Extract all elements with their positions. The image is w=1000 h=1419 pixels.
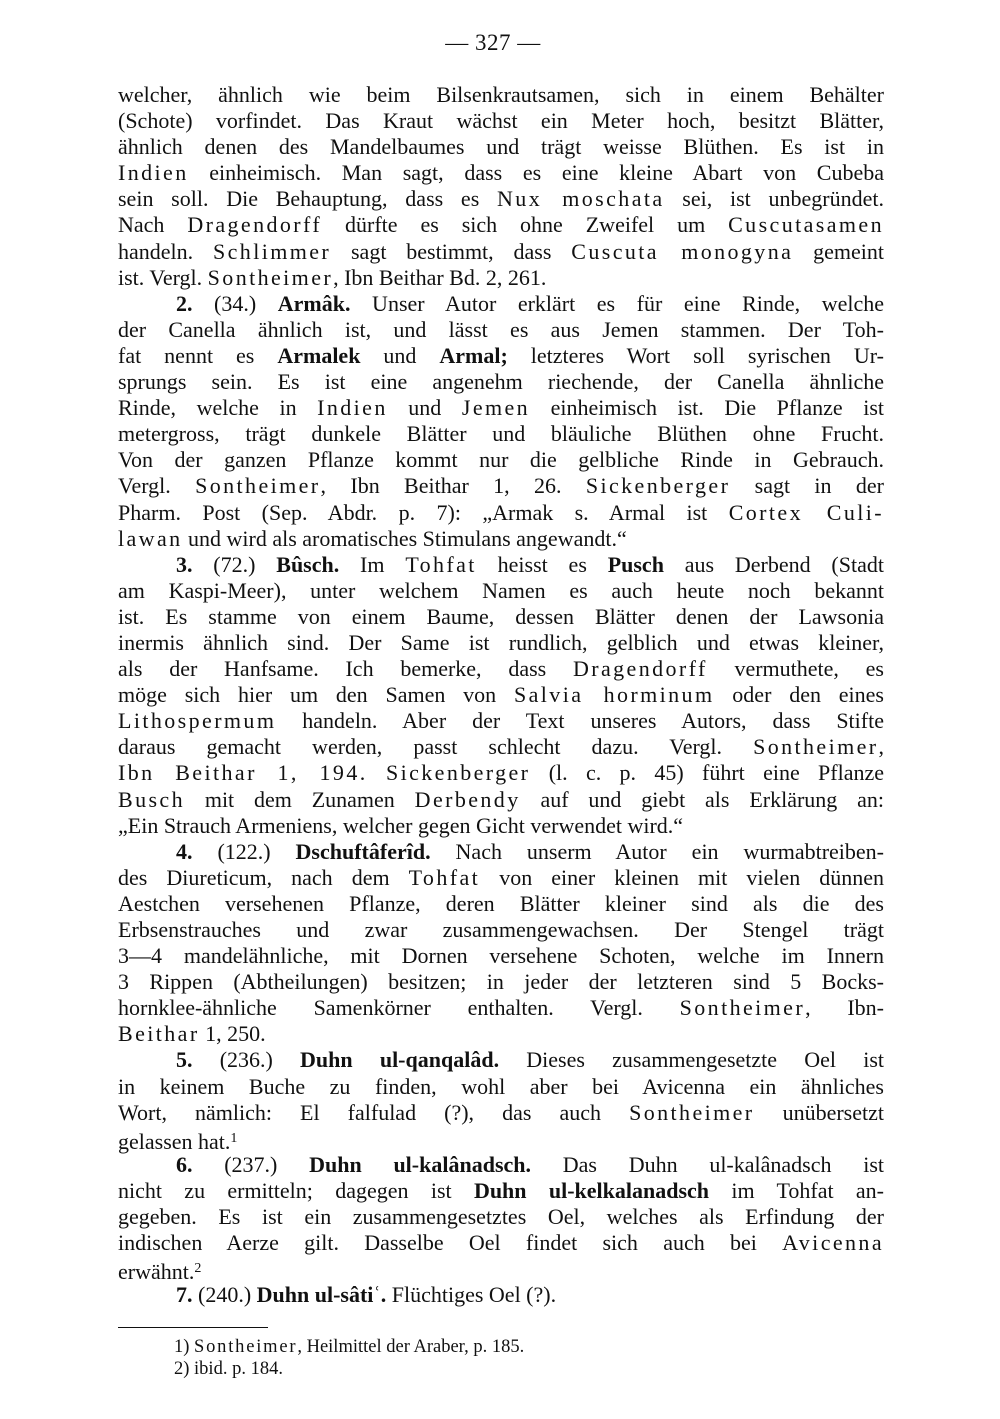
text-run: , Ibn Beithar Bd. 2, 261. (333, 264, 547, 290)
text-run: (Schote) vorfindet. Das Kraut wächst ein Meter hoch, besitzt Blätter, (118, 108, 884, 134)
spaced-name: Indien (118, 160, 189, 186)
entry-heading: Duhn ul-qanqalâd. (300, 1047, 500, 1073)
text-line (118, 734, 884, 760)
text-run: handeln. (118, 238, 213, 264)
text-line (118, 891, 884, 917)
text-line (118, 447, 884, 473)
entry-heading: Pusch (607, 551, 664, 577)
text-run: welcher, ähnlich wie beim Bilsenkrautsamen, sich in einem Behälter (118, 82, 884, 107)
page-body (118, 82, 884, 1308)
text-line (118, 787, 884, 813)
text-line (118, 421, 884, 447)
text-run: am Kaspi-Meer), unter welchem Namen es auch heute noch bekannt (118, 577, 884, 603)
text-line (118, 943, 884, 969)
spaced-name: Salvia horminum (514, 682, 715, 708)
text-run: möge sich hier um den Samen von (118, 682, 514, 708)
text-run: erwähnt. (118, 1259, 195, 1285)
text-line (118, 1204, 884, 1230)
entry-heading: Armal; (439, 342, 508, 368)
text-line (118, 1100, 884, 1126)
spaced-name: Derbendy (414, 786, 521, 812)
entry-heading: 5. (176, 1047, 193, 1073)
text-run: Von der ganzen Pflanze kommt nur die gelbliche Rinde in Gebrauch. (118, 447, 884, 473)
text-line (118, 291, 884, 317)
text-run: sprungs sein. Es ist eine angenehm riechende, der Canella ähnliche (118, 369, 884, 395)
entry-heading: Armalek (277, 342, 361, 368)
text-run: daraus gemacht werden, passt schlecht dazu. Vergl. (118, 734, 754, 760)
text-line (118, 1282, 884, 1308)
spaced-name: Lithospermum (118, 708, 277, 734)
text-run (368, 760, 386, 785)
footnotes (174, 1336, 694, 1380)
text-run: ist. Es stamme von einem Baume, dessen Blätter denen der Lawsonia (118, 603, 884, 629)
footnote-marker: 1 (230, 1130, 238, 1146)
text-run: letzteres Wort soll syrischen Ur- (507, 342, 884, 368)
text-run: ist. Vergl. (118, 264, 208, 290)
text-run: hornklee-ähnliche Samenkörner enthalten. Vergl. (118, 995, 680, 1021)
text-line (118, 395, 884, 421)
text-run: , Ibn Beithar 1, 26. (320, 473, 586, 499)
text-line (118, 108, 884, 134)
text-run: „Ein Strauch Armeniens, welcher gegen Gicht verwendet wird.“ (118, 812, 684, 838)
text-run: Erbsenstrauches und zwar zusammengewachsen. Der Stengel trägt (118, 917, 884, 942)
text-run: Rinde, welche in (118, 395, 318, 421)
spaced-name: Cuscutasamen (728, 212, 884, 238)
text-line (118, 865, 884, 891)
paragraph (118, 1151, 885, 1285)
text-run: (34.) (192, 290, 278, 316)
text-run: sagt bestimmt, dass (331, 238, 572, 264)
text-run: Im (339, 551, 406, 577)
text-line (118, 682, 884, 708)
text-line (118, 839, 884, 865)
paragraph (118, 291, 884, 552)
text-run: (l. c. p. 45) führt eine Pflanze (530, 760, 884, 786)
text-run: metergross, trägt dunkele Blätter und bläuliche Blüthen ohne Frucht. (118, 421, 884, 447)
text-run: fat nennt es (118, 342, 278, 368)
spaced-name: lawan (118, 525, 183, 551)
paragraph (118, 1282, 884, 1308)
text-run: heisst es (476, 551, 608, 577)
text-run: und (387, 395, 462, 421)
text-line (118, 1126, 884, 1152)
footnote-divider (118, 1327, 268, 1328)
spaced-name: Beithar (118, 1021, 200, 1047)
text-run: vermuthete, es (707, 656, 884, 682)
spaced-name: Sickenberger (585, 473, 731, 499)
text-run: Nach unserm Autor ein wurmabtreiben- (430, 838, 884, 864)
text-line (118, 1074, 884, 1100)
text-run: Wort, nämlich: El falfulad (?), das auch (118, 1099, 630, 1125)
text-run: Unser Autor erklärt es für eine Rinde, welche (350, 290, 884, 316)
spaced-name: Dragendorff (572, 656, 708, 682)
text-run: 1) (174, 1337, 195, 1357)
text-line (118, 1021, 884, 1047)
entry-heading: Bûsch. (276, 551, 340, 577)
text-run: des Diureticum, nach dem (118, 864, 409, 890)
spaced-name: Sontheimer (679, 995, 806, 1021)
spaced-name: Sontheimer (753, 734, 879, 760)
text-run: Flüchtiges Oel (?). (386, 1282, 557, 1308)
text-line (118, 552, 884, 578)
text-run: aus Derbend (Stadt (663, 551, 884, 577)
text-run: 1, 250. (199, 1021, 266, 1047)
text-line (118, 82, 884, 108)
entry-heading: Armâk. (277, 290, 351, 316)
text-line (118, 813, 884, 839)
text-line (118, 995, 884, 1021)
text-run: Aestchen versehenen Pflanze, deren Blätter kleiner sind als die des (118, 890, 884, 916)
text-run: sein soll. Die Behauptung, dass es (118, 186, 498, 212)
text-run: (236.) (192, 1047, 301, 1073)
text-run: gelassen hat. (118, 1128, 231, 1154)
text-run: Vergl. (118, 473, 196, 499)
text-run: (237.) (192, 1151, 310, 1177)
text-line (118, 343, 884, 369)
text-run: im Tohfat an- (709, 1177, 884, 1203)
spaced-name: Cortex Culi- (728, 499, 884, 525)
text-run: sagt in der (730, 473, 884, 499)
entry-heading: 2. (176, 290, 193, 316)
entry-heading: Dschuftâferîd. (295, 838, 431, 864)
text-run: (240.) (192, 1282, 257, 1308)
text-run: , Ibn- (805, 995, 884, 1021)
spaced-name: Avicenna (782, 1230, 884, 1256)
text-line (118, 1256, 884, 1285)
text-line (118, 526, 884, 552)
text-line (118, 239, 884, 265)
footnote-marker: 2 (194, 1261, 202, 1277)
text-run: von einer kleinen mit vielen dünnen (480, 864, 884, 890)
text-run: als der Hanfsame. Ich bemerke, dass (118, 656, 573, 682)
text-run: der Canella ähnlich ist, und lässt es aus Jemen stammen. Der Toh- (118, 316, 884, 342)
footnote (174, 1358, 694, 1380)
spaced-name: Sontheimer (629, 1099, 755, 1125)
text-run: , (878, 734, 884, 760)
paragraph (118, 1047, 884, 1154)
entry-heading: 7. (176, 1282, 193, 1308)
text-run: , Heilmittel der Araber, p. 185. (297, 1337, 525, 1357)
text-run: in keinem Buche zu finden, wohl aber bei Avicenna ein ähnliches (118, 1073, 884, 1099)
text-run: unübersetzt (754, 1099, 884, 1125)
spaced-name: Sontheimer (207, 264, 334, 290)
text-run: gemeint (793, 238, 884, 264)
text-run: indischen Aerze gilt. Dasselbe Oel findet sich auch bei (118, 1230, 783, 1256)
text-run: Das Duhn ul-kalânadsch ist (531, 1151, 885, 1177)
footnote (174, 1336, 694, 1358)
spaced-name: Sickenberger (385, 760, 531, 786)
text-line (118, 265, 884, 291)
text-line (118, 212, 884, 238)
spaced-name: Nux moschata (497, 186, 665, 212)
paragraph (118, 839, 884, 1048)
spaced-name: Sontheimer (194, 1337, 298, 1357)
spaced-name: Sontheimer (195, 473, 321, 499)
text-run: 3 Rippen (Abtheilungen) besitzen; in jeder der letzteren sind 5 Bocks- (118, 969, 884, 995)
text-run: ähnlich denen des Mandelbaumes und trägt weisse Blüthen. Es ist in (118, 134, 884, 160)
entry-heading: 6. (176, 1151, 193, 1177)
text-line (118, 473, 884, 499)
text-run: mit dem Zunamen (185, 786, 415, 812)
text-line (118, 604, 884, 630)
text-line (118, 1230, 884, 1256)
text-run: auf und giebt als Erklärung an: (520, 786, 884, 812)
text-run: einheimisch ist. Die Pflanze ist (530, 395, 884, 421)
text-line (118, 160, 884, 186)
text-run: sei, ist unbegründet. (664, 186, 884, 212)
text-run: gegeben. Es ist ein zusammengesetztes Oel, welches als Erfindung der (118, 1204, 884, 1230)
text-run: nicht zu ermitteln; dagegen ist (118, 1177, 474, 1203)
text-line (118, 969, 884, 995)
text-line (118, 1178, 884, 1204)
entry-heading: Duhn ul-kelkalanadsch (473, 1177, 710, 1203)
text-line (118, 708, 884, 734)
spaced-name: Tohfat (405, 551, 477, 577)
text-line (118, 500, 884, 526)
text-run: oder den eines (714, 682, 884, 708)
text-run: einheimisch. Man sagt, dass es eine kleine Abart von Cubeba (188, 160, 884, 186)
text-run: inermis ähnlich sind. Der Same ist rundlich, gelblich und etwas kleiner, (118, 629, 884, 655)
text-line (118, 1047, 884, 1073)
text-line (118, 656, 884, 682)
entry-heading: Duhn ul-kalânadsch. (309, 1151, 532, 1177)
text-run: Nach (118, 212, 188, 238)
text-line (118, 134, 884, 160)
spaced-name: Busch (118, 786, 185, 812)
text-line (118, 578, 884, 604)
spaced-name: Ibn Beithar 1, 194. (118, 760, 368, 786)
spaced-name: Indien (317, 395, 388, 421)
text-line (118, 317, 884, 343)
paragraph (118, 552, 884, 839)
text-line (118, 1152, 884, 1178)
text-run: (122.) (192, 838, 296, 864)
text-line (118, 760, 884, 786)
text-run: 2) ibid. p. 184. (174, 1359, 283, 1379)
paragraph (118, 82, 884, 291)
spaced-name: Tohfat (408, 864, 481, 890)
spaced-name: Dragendorff (187, 212, 323, 238)
text-line (118, 186, 884, 212)
text-run: Dieses zusammengesetzte Oel ist (499, 1047, 884, 1073)
text-run: handeln. Aber der Text unseres Autors, dass Stifte (276, 708, 884, 734)
text-run: und (360, 342, 440, 368)
spaced-name: Schlimmer (213, 238, 332, 264)
entry-heading: 4. (176, 838, 193, 864)
spaced-name: Jemen (461, 395, 531, 421)
text-line (118, 630, 884, 656)
text-line (118, 917, 884, 943)
page-number: — 327 — (445, 30, 541, 55)
text-run: 3—4 mandelähnliche, mit Dornen versehene Schoten, welche im Innern (118, 943, 884, 969)
entry-heading: 3. (176, 551, 193, 577)
entry-heading: Duhn ul-sâtiʿ. (256, 1282, 387, 1308)
text-line (118, 369, 884, 395)
spaced-name: Cuscuta monogyna (571, 238, 794, 264)
text-run: und wird als aromatisches Stimulans angewandt.“ (182, 525, 627, 551)
text-run: (72.) (192, 551, 277, 577)
text-run: Pharm. Post (Sep. Abdr. p. 7): „Armak s. Armal ist (118, 499, 729, 525)
text-run: dürfte es sich ohne Zweifel um (322, 212, 729, 238)
